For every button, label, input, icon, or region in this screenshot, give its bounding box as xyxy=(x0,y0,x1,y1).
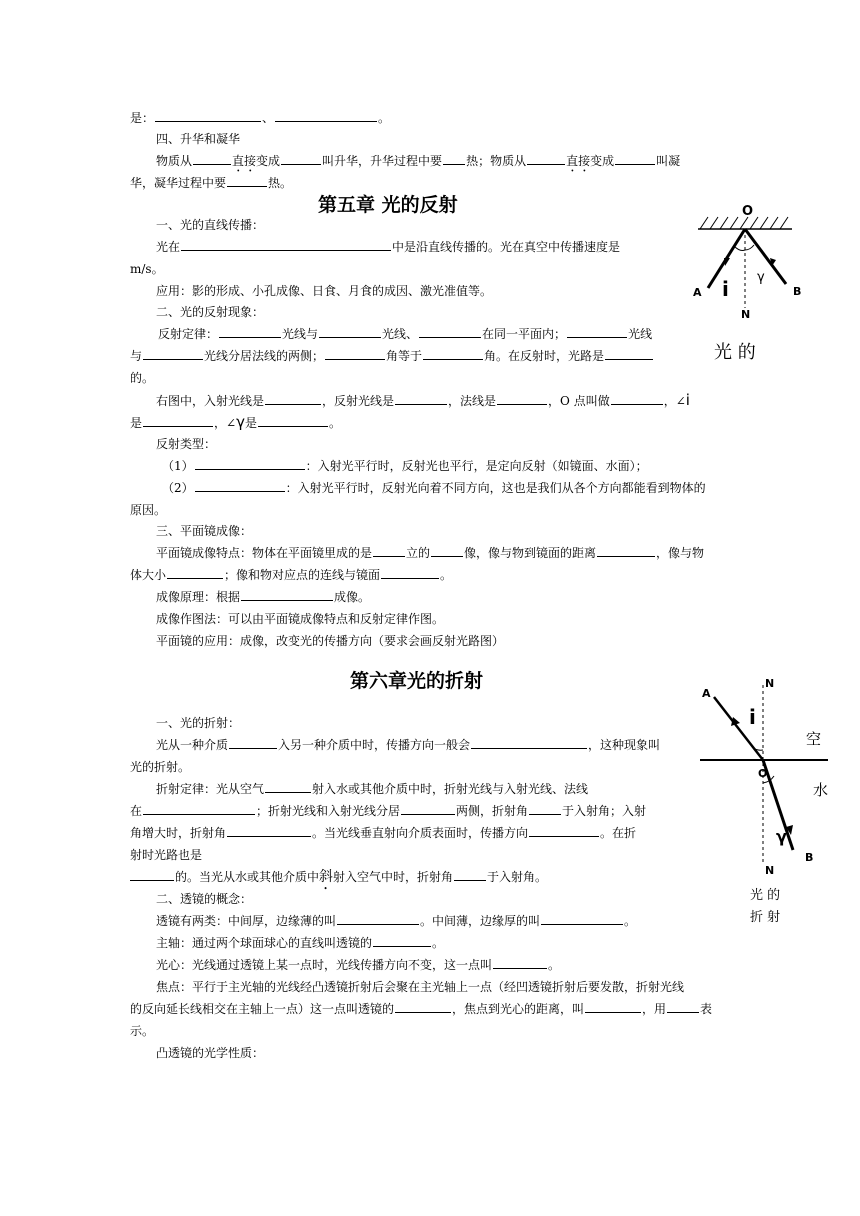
top-line: 是： 、 。 xyxy=(130,111,391,125)
paragraph: （1） ：入射光平行时，反射光也平行，是定向反射（如镜面、水面）； xyxy=(162,459,648,473)
figure-caption-1: 光 的 xyxy=(750,888,781,903)
paragraph: 应用：影的形成、小孔成像、日食、月食的成因、激光准值等。 xyxy=(156,284,493,298)
paragraph: 是 ，∠γ是 。 xyxy=(130,413,341,431)
paragraph: 光的折射。 xyxy=(130,760,191,774)
label-gamma: γ xyxy=(776,827,787,846)
chapter-title: 第六章光的折射 xyxy=(350,670,484,692)
paragraph: 反射定律： 光线与 光线、 在同一平面内； 光线 xyxy=(158,327,653,341)
label-i: i xyxy=(749,705,756,729)
label-a: A xyxy=(693,286,702,299)
label-n-bottom: N xyxy=(765,864,775,877)
figure-caption: 光 的 xyxy=(714,342,756,363)
paragraph: 的。当光从水或其他介质中斜射入空气中时，折射角 于入射角。 xyxy=(130,868,547,893)
section-heading: 三、平面镜成像： xyxy=(156,524,253,538)
paragraph: 华，凝华过程中要 热。 xyxy=(130,176,293,190)
paragraph: 光在 中是沿直线传播的。光在真空中传播速度是 xyxy=(156,240,621,254)
paragraph: （2） ：入射光平行时，反射光向着不同方向，这也是我们从各个方向都能看到物体的 xyxy=(162,481,706,495)
label-water: 水 xyxy=(813,781,829,799)
section-heading: 四、升华和凝华 xyxy=(156,132,241,146)
label-b: B xyxy=(793,285,802,298)
label-gamma: γ xyxy=(757,270,765,285)
paragraph: 的。 xyxy=(130,371,155,385)
paragraph: 成像原理：根据 成像。 xyxy=(156,590,371,604)
label-a: A xyxy=(702,687,711,700)
paragraph: 成像作图法：可以由平面镜成像特点和反射定律作图。 xyxy=(156,612,445,626)
section-heading: 一、光的折射： xyxy=(156,716,241,730)
paragraph: 示。 xyxy=(130,1024,155,1038)
paragraph: 的反向延长线相交在主轴上一点）这一点叫透镜的 ，焦点到光心的距离，叫 ，用 表 xyxy=(130,1002,713,1016)
paragraph: 反射类型： xyxy=(156,437,217,451)
paragraph: 射时光路也是 xyxy=(130,848,203,862)
paragraph: 物质从 直接变成 叫升华，升华过程中要 热；物质从 直接变成 叫凝 xyxy=(156,154,681,168)
paragraph: 凸透镜的光学性质： xyxy=(156,1046,265,1060)
paragraph: 焦点：平行于主光轴的光线经凸透镜折射后会聚在主光轴上一点（经凹透镜折射后要发散，折射光线 xyxy=(156,980,685,994)
section-heading: 二、透镜的概念： xyxy=(156,892,253,906)
paragraph: 右图中，入射光线是 ，反射光线是 ，法线是 ，O 点叫做 ，∠i xyxy=(156,391,690,409)
paragraph: 折射定律：光从空气 射入水或其他介质中时，折射光线与入射光线、法线 xyxy=(156,782,589,796)
label-o: O xyxy=(758,767,768,780)
label-i: i xyxy=(722,277,729,301)
label-b: B xyxy=(805,851,814,864)
paragraph: 体大小 ；像和物对应点的连线与镜面 。 xyxy=(130,568,453,582)
paragraph: 平面镜的应用：成像，改变光的传播方向（要求会画反射光路图） xyxy=(156,634,505,648)
paragraph: 透镜有两类：中间厚，边缘薄的叫 。中间薄，边缘厚的叫 。 xyxy=(156,914,637,928)
label-n: N xyxy=(741,308,751,321)
paragraph: 光从一种介质 入另一种介质中时，传播方向一般会 ，这种现象叫 xyxy=(156,738,661,752)
label-o: O xyxy=(742,204,754,219)
paragraph: 角增大时，折射角 。当光线垂直射向介质表面时，传播方向 。在折 xyxy=(130,826,637,840)
paragraph: 主轴：通过两个球面球心的直线叫透镜的 。 xyxy=(156,936,445,950)
paragraph: 平面镜成像特点：物体在平面镜里成的是 立的 像，像与物到镜面的距离 ，像与物 xyxy=(156,546,705,560)
paragraph: 在 ；折射光线和入射光线分居 两侧，折射角 于入射角；入射 xyxy=(130,804,647,818)
figure-caption-2: 折 射 xyxy=(750,910,781,925)
label-air: 空 xyxy=(806,730,822,748)
label-n-top: N xyxy=(765,677,775,690)
paragraph: m/s。 xyxy=(130,262,164,276)
paragraph: 原因。 xyxy=(130,503,167,517)
paragraph: 与 光线分居法线的两侧； 角等于 角。在反射时，光路是 xyxy=(130,347,654,365)
section-heading: 二、光的反射现象： xyxy=(156,305,265,319)
section-heading: 一、光的直线传播： xyxy=(156,218,265,232)
chapter-title: 第五章 光的反射 xyxy=(318,194,458,216)
paragraph: 光心：光线通过透镜上某一点时，光线传播方向不变，这一点叫 。 xyxy=(156,958,561,972)
